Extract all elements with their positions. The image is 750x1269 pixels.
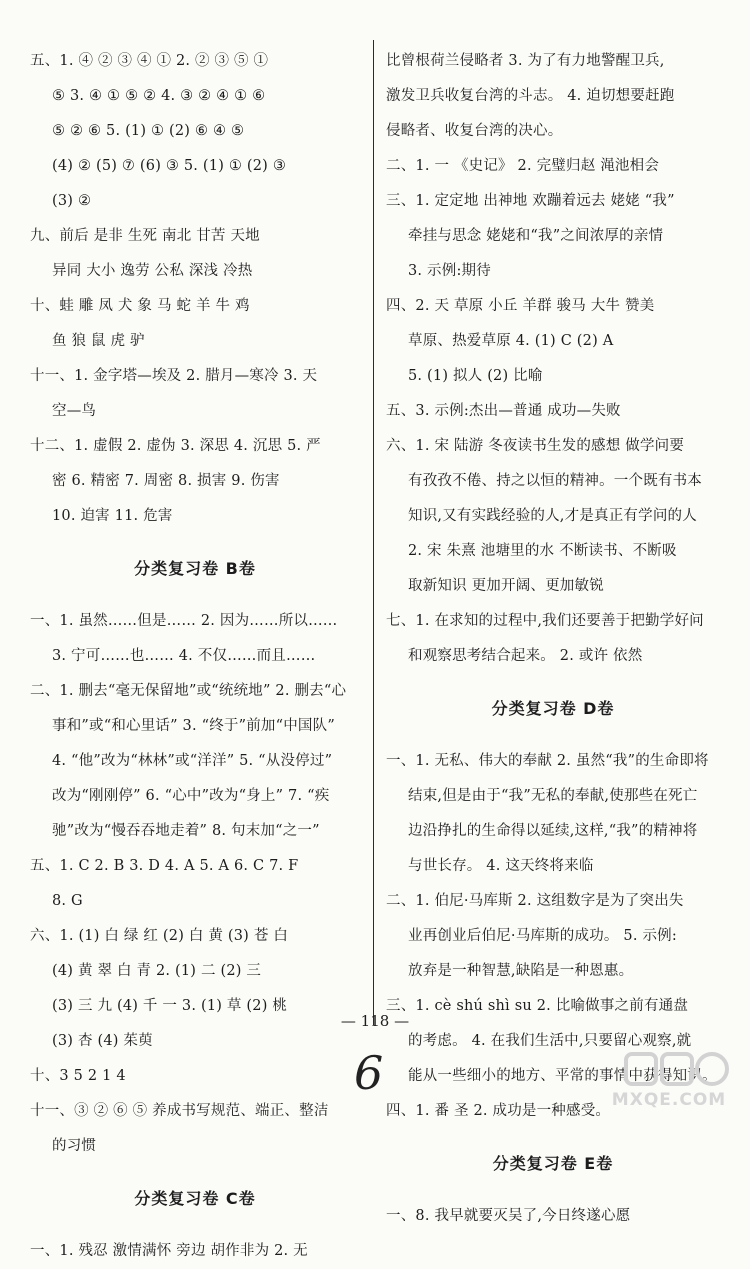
answer-line: 一、1. 残忍 激情满怀 旁边 胡作非为 2. 无 [30, 1243, 308, 1259]
answer-line: 四、2. 天 草原 小丘 羊群 骏马 大牛 赞美 [386, 298, 655, 314]
section-heading: 分类复习卷 C卷 [134, 1189, 256, 1208]
answer-line: 三、1. cè shú shì su 2. 比喻做事之前有通盘 [386, 998, 689, 1014]
answer-line: 十一、1. 金字塔—埃及 2. 腊月—寒冷 3. 天 [30, 368, 318, 384]
answer-line: (4) 黄 翠 白 青 2. (1) 二 (2) 三 [52, 963, 262, 979]
left-column [30, 44, 360, 1269]
answer-line: 三、1. 定定地 出神地 欢蹦着远去 姥姥 “我” [386, 193, 675, 209]
handwritten-mark: 6 [354, 1046, 384, 1100]
answer-line: 空—鸟 [52, 403, 97, 419]
answer-line: 一、1. 无私、伟大的奉献 2. 虽然“我”的生命即将 [386, 753, 709, 769]
answer-line: 激发卫兵收复台湾的斗志。 4. 迫切想要赶跑 [386, 88, 675, 104]
page-number: — 118 — [340, 1012, 410, 1030]
answer-line: 放弃是一种智慧,缺陷是一种恩惠。 [408, 963, 634, 979]
answer-line: 草原、热爱草原 4. (1) C (2) A [408, 333, 614, 349]
answer-line: 取新知识 更加开阔、更加敏锐 [408, 578, 604, 594]
answer-line: 六、1. (1) 白 绿 红 (2) 白 黄 (3) 苍 白 [30, 928, 289, 944]
answer-line: 十二、1. 虚假 2. 虚伪 3. 深思 4. 沉思 5. 严 [30, 438, 321, 454]
answer-line: 一、1. 虽然……但是…… 2. 因为……所以…… [30, 613, 338, 629]
answer-line: 十一、③ ② ⑥ ⑤ 养成书写规范、端正、整洁 [30, 1103, 329, 1119]
section-heading: 分类复习卷 B卷 [134, 559, 256, 578]
answer-line: 业再创业后伯尼·马库斯的成功。 5. 示例: [408, 928, 677, 944]
answer-line: 一、8. 我早就要灭吴了,今日终遂心愿 [386, 1208, 631, 1224]
answer-line: 十、3 5 2 1 4 [30, 1068, 126, 1084]
answer-line: 4. “他”改为“林林”或“洋洋” 5. “从没停过” [52, 753, 333, 769]
answer-line: 和观察思考结合起来。 2. 或许 依然 [408, 648, 643, 664]
watermark-logo [598, 1050, 740, 1118]
answer-line: 比曾根荷兰侵略者 3. 为了有力地警醒卫兵, [386, 53, 665, 69]
answer-line: 事和”或“和心里话” 3. “终于”前加“中国队” [52, 718, 335, 734]
answer-line: 四、1. 番 圣 2. 成功是一种感受。 [386, 1103, 611, 1119]
answer-line: 8. G [52, 893, 83, 909]
answer-line: (3) 三 九 (4) 千 一 3. (1) 草 (2) 桃 [52, 998, 288, 1014]
answer-line: 结束,但是由于“我”无私的奉献,使那些在死亡 [408, 788, 698, 804]
answer-line: 十、蛙 雕 凤 犬 象 马 蛇 羊 牛 鸡 [30, 298, 250, 314]
answer-line: (3) ② [52, 193, 92, 209]
answer-line: 五、1. C 2. B 3. D 4. A 5. A 6. C 7. F [30, 858, 299, 874]
answer-line: 异同 大小 逸劳 公私 深浅 冷热 [52, 263, 253, 279]
answer-line: 牵挂与思念 姥姥和“我”之间浓厚的亲情 [408, 228, 664, 244]
answer-line: 五、1. ④ ② ③ ④ ① 2. ② ③ ⑤ ① [30, 53, 269, 69]
answer-line: 鱼 狼 鼠 虎 驴 [52, 333, 145, 349]
answer-line: 二、1. 一 《史记》 2. 完璧归赵 渑池相会 [386, 158, 660, 174]
answer-line: 驰”改为“慢吞吞地走着” 8. 句末加“之一” [52, 823, 320, 839]
answer-line: ⑤ 3. ④ ① ⑤ ② 4. ③ ② ④ ① ⑥ [52, 88, 266, 104]
answer-line: 改为“刚刚停” 6. “心中”改为“身上” 7. “疾 [52, 788, 330, 804]
answer-line: 的习惯 [52, 1138, 97, 1154]
answer-line: (3) 杏 (4) 茱萸 [52, 1033, 153, 1049]
answer-line: 3. 示例:期待 [408, 263, 491, 279]
answer-line: 二、1. 删去“毫无保留地”或“统统地” 2. 删去“心 [30, 683, 347, 699]
answer-line: 九、前后 是非 生死 南北 甘苦 天地 [30, 228, 260, 244]
answer-line: 有孜孜不倦、持之以恒的精神。一个既有书本 [408, 473, 702, 489]
answer-line: (4) ② (5) ⑦ (6) ③ 5. (1) ① (2) ③ [52, 158, 287, 174]
answer-line: 5. (1) 拟人 (2) 比喻 [408, 368, 543, 384]
section-heading: 分类复习卷 D卷 [491, 699, 615, 718]
answer-line: 二、1. 伯尼·马库斯 2. 这组数字是为了突出失 [386, 893, 684, 909]
column-divider [373, 40, 374, 1025]
answer-line: 六、1. 宋 陆游 冬夜读书生发的感想 做学问要 [386, 438, 685, 454]
answer-line: 的考虑。 4. 在我们生活中,只要留心观察,就 [408, 1033, 692, 1049]
answer-line: 五、3. 示例:杰出—普通 成功—失败 [386, 403, 621, 419]
answer-line: 能从一些细小的地方、平常的事情中获得知识。 [408, 1068, 717, 1084]
answer-line: 知识,又有实践经验的人,才是真正有学问的人 [408, 508, 697, 524]
section-heading: 分类复习卷 E卷 [492, 1154, 614, 1173]
answer-line: 与世长存。 4. 这天终将来临 [408, 858, 594, 874]
answer-line: ⑤ ② ⑥ 5. (1) ① (2) ⑥ ④ ⑤ [52, 123, 245, 139]
watermark-emblem-icon [598, 1050, 740, 1094]
answer-line: 七、1. 在求知的过程中,我们还要善于把勤学好问 [386, 613, 704, 629]
answer-line: 边沿挣扎的生命得以延续,这样,“我”的精神将 [408, 823, 698, 839]
answer-line: 3. 宁可……也…… 4. 不仅……而且…… [52, 648, 316, 664]
answer-line: 密 6. 精密 7. 周密 8. 损害 9. 伤害 [52, 473, 280, 489]
answer-line: 侵略者、收复台湾的决心。 [386, 123, 563, 139]
watermark-text: MXQE.COM [611, 1090, 727, 1110]
answer-line: 2. 宋 朱熹 池塘里的水 不断读书、不断吸 [408, 543, 677, 559]
answer-line: 10. 迫害 11. 危害 [52, 508, 173, 524]
